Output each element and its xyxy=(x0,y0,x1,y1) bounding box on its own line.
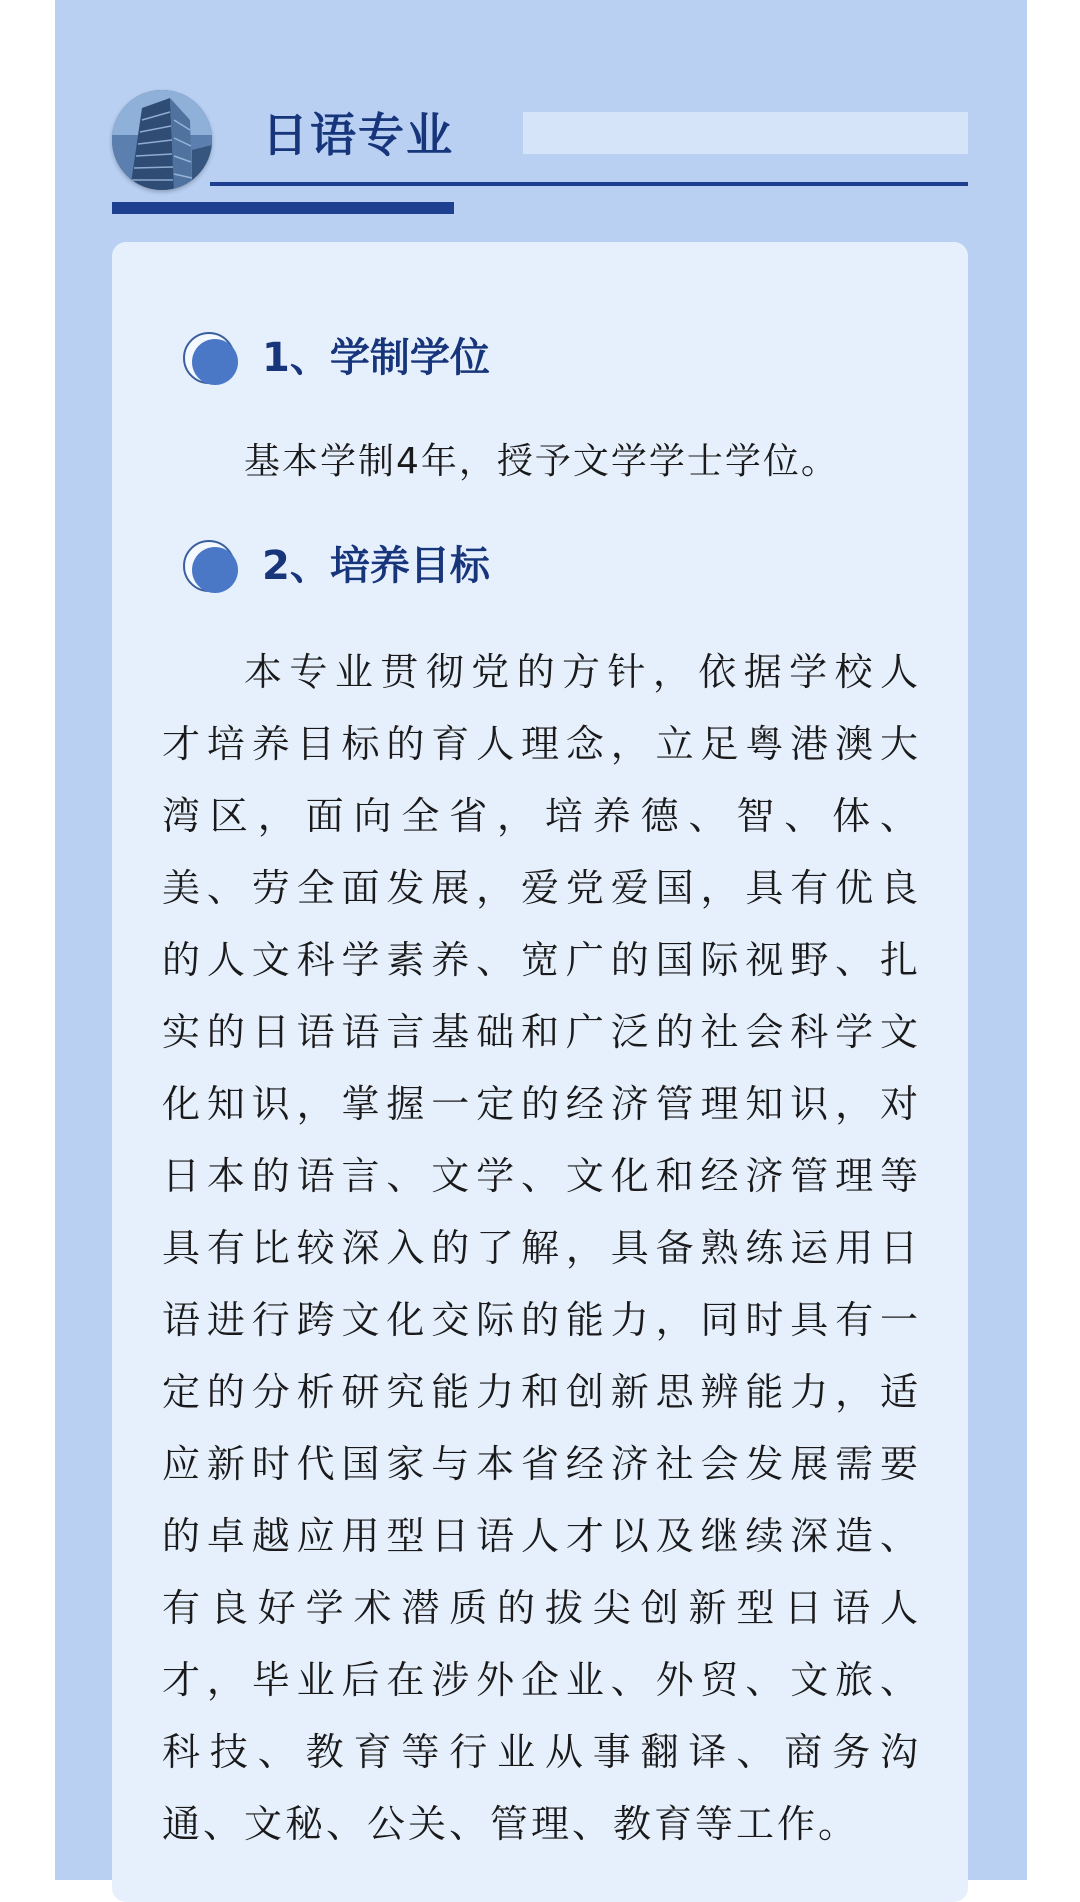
paragraph-line: 才培养目标的育人理念，立足粤港澳大 xyxy=(162,722,918,766)
page-title: 日语专业 xyxy=(262,108,454,162)
paragraph-line: 化知识，掌握一定的经济管理知识，对 xyxy=(162,1082,918,1126)
paragraph-line: 湾区，面向全省，培养德、智、体、 xyxy=(162,794,918,838)
paragraph-line: 实的日语语言基础和广泛的社会科学文 xyxy=(162,1010,918,1054)
paragraph-line: 具有比较深入的了解，具备熟练运用日 xyxy=(162,1226,918,1270)
paragraph-line: 才，毕业后在涉外企业、外贸、文旅、 xyxy=(162,1658,918,1702)
section-title-degree: 1、学制学位 xyxy=(262,335,490,381)
title-underline xyxy=(210,182,968,186)
paragraph-line: 的卓越应用型日语人才以及继续深造、 xyxy=(162,1514,918,1558)
paragraph-line: 定的分析研究能力和创新思辨能力，适 xyxy=(162,1370,918,1414)
section-text-degree: 基本学制4年，授予文学学士学位。 xyxy=(244,441,839,482)
circle-bullet-icon xyxy=(182,538,242,598)
paragraph-line: 有良好学术潜质的拔尖创新型日语人 xyxy=(162,1586,918,1630)
paragraph-line: 语进行跨文化交际的能力，同时具有一 xyxy=(162,1298,918,1342)
paragraph-line: 科技、教育等行业从事翻译、商务沟 xyxy=(162,1730,918,1774)
section-text-goals xyxy=(162,636,918,1860)
paragraph-line: 的人文科学素养、宽广的国际视野、扎 xyxy=(162,938,918,982)
section-title-goals: 2、培养目标 xyxy=(262,543,490,589)
circle-bullet-icon xyxy=(182,330,242,390)
title-decoration-bar xyxy=(523,112,968,154)
title-accent-bar xyxy=(112,202,454,214)
building-photo-icon xyxy=(112,90,212,190)
paragraph-line: 通、文秘、公关、管理、教育等工作。 xyxy=(162,1802,860,1846)
paragraph-line: 本专业贯彻党的方针，依据学校人 xyxy=(244,650,918,694)
paragraph-line: 美、劳全面发展，爱党爱国，具有优良 xyxy=(162,866,918,910)
paragraph-line: 日本的语言、文学、文化和经济管理等 xyxy=(162,1154,918,1198)
paragraph-line: 应新时代国家与本省经济社会发展需要 xyxy=(162,1442,918,1486)
